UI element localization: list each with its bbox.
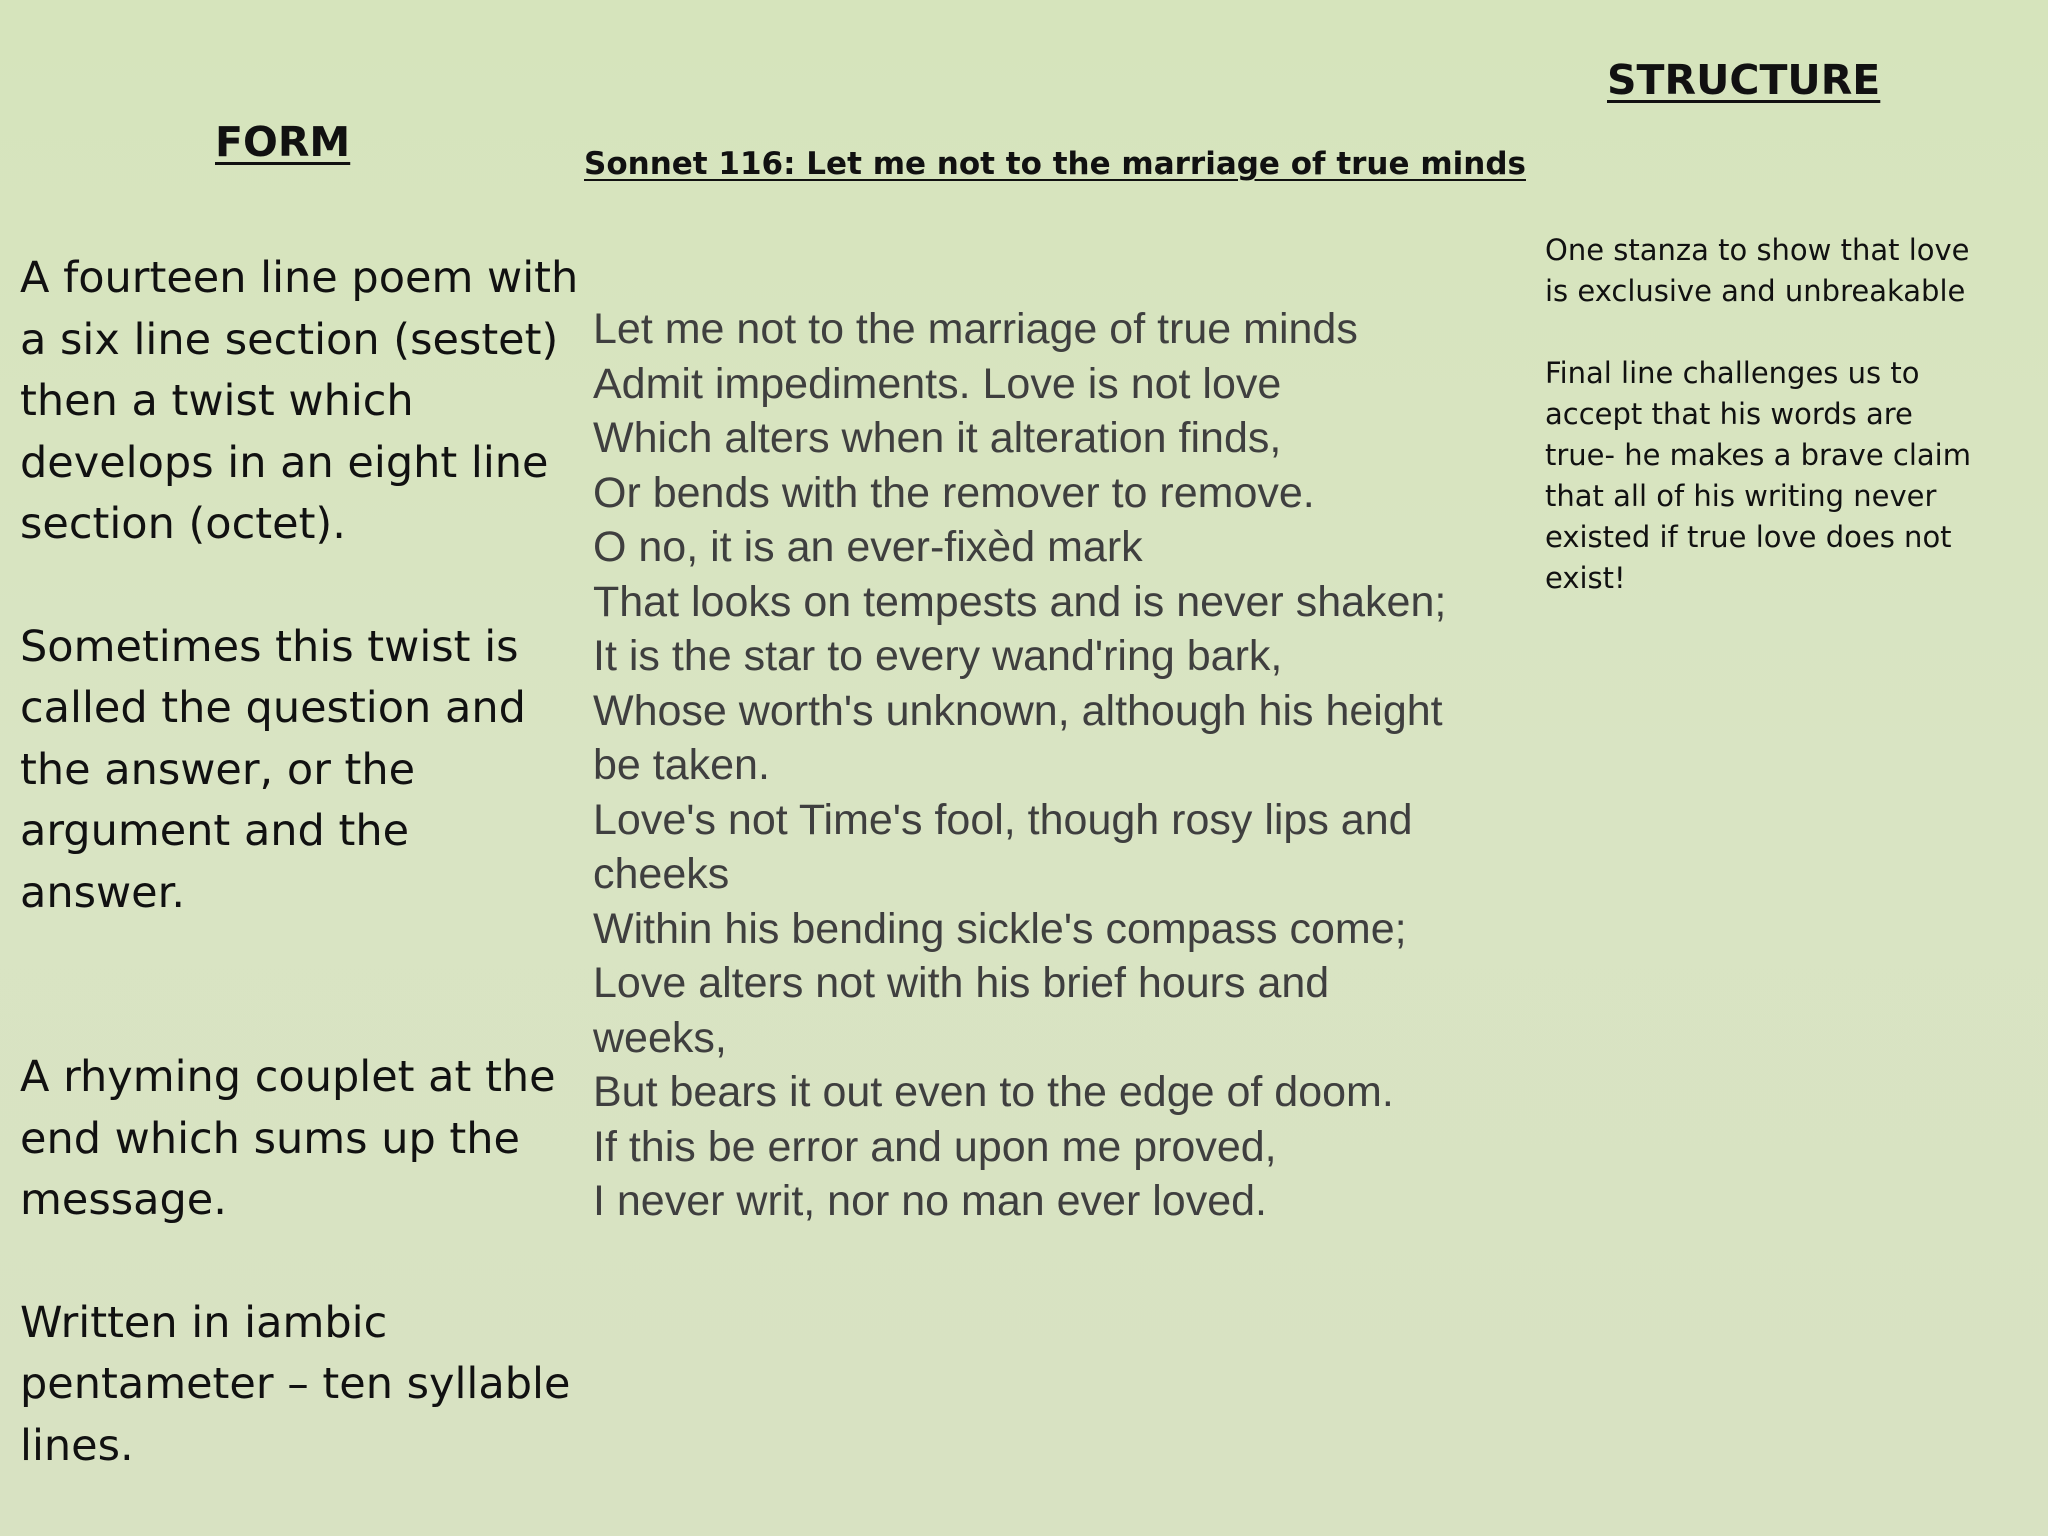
poem-text [593,302,1513,1229]
form-paragraph-couplet: A rhyming couplet at the end which sums up the message. [20,1052,556,1225]
poem-line: I never writ, nor no man ever loved. [593,1177,1267,1225]
poem-line: Within his bending sickle's compass come; [593,904,1407,953]
structure-paragraph-final-line: Final line challenges us to accept that his words are true- he makes a brave claim that all of his writing never existed if true love does not exist! [1545,356,1971,595]
poem-line: Or bends with the remover to remove. [593,468,1315,517]
poem-line: Which alters when it alteration finds, [593,414,1282,462]
poem-line: That looks on tempests and is never shaken; [593,577,1447,626]
form-column [20,248,580,1477]
structure-column [1545,230,2005,599]
form-paragraph-meter: Written in iambic pentameter – ten syllable lines. [20,1297,571,1471]
form-paragraph-twist: Sometimes this twist is called the question and the answer, or the argument and the answer. [20,621,526,918]
structure-heading: STRUCTURE [1607,56,1881,104]
form-heading: FORM [215,118,351,166]
poem-line: But bears it out even to the edge of doom. [593,1068,1394,1116]
poem-line: If this be error and upon me proved, [593,1122,1277,1171]
poem-title: Sonnet 116: Let me not to the marriage of true minds [584,146,1526,182]
poem-line: Let me not to the marriage of true minds [593,305,1358,353]
poem-line: O no, it is an ever-fixèd mark [593,523,1143,571]
poem-line: It is the star to every wand'ring bark, [593,632,1283,680]
poem-line: Admit impediments. Love is not love [593,359,1282,408]
structure-paragraph-stanza: One stanza to show that love is exclusive and unbreakable [1545,233,1970,308]
form-paragraph-sonnet-structure: A fourteen line poem with a six line section (sestet) then a twist which develops in an eight line section (octet). [20,253,579,549]
poem-line: Whose worth's unknown, although his height be taken. [593,686,1443,789]
poem-line: Love alters not with his brief hours and weeks, [593,959,1330,1062]
poem-line: Love's not Time's fool, though rosy lips and cheeks [593,795,1413,898]
